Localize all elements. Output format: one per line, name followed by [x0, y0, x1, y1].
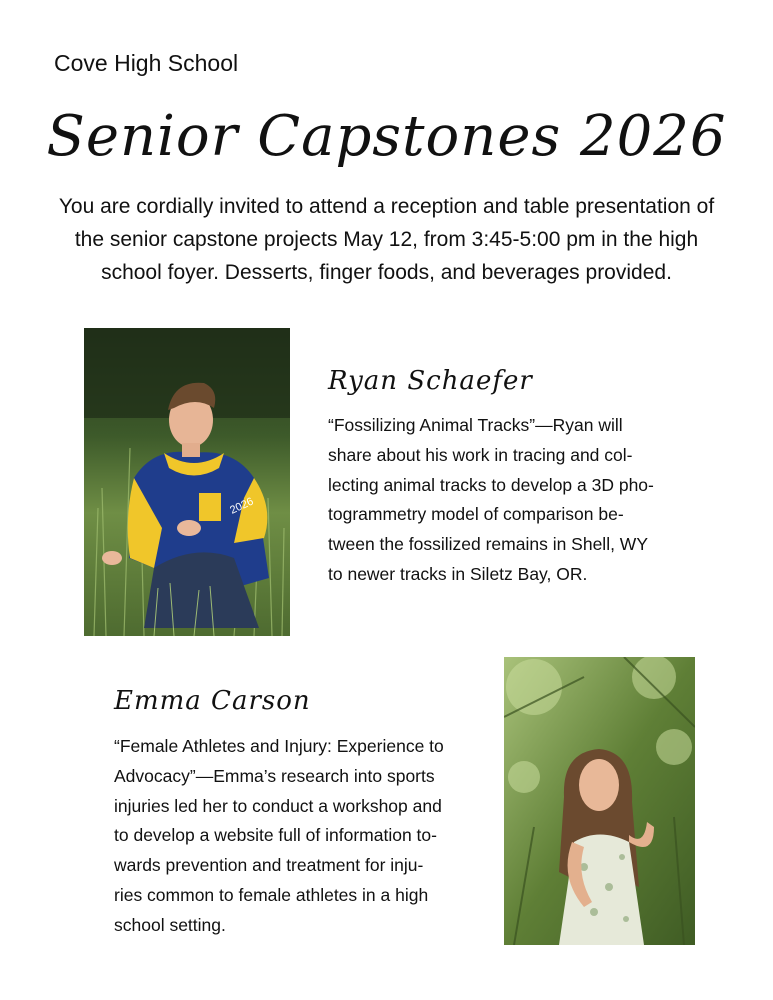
invitation-text	[40, 190, 733, 289]
description-line: injuries led her to conduct a workshop and	[114, 795, 442, 816]
description-line: share about his work in tracing and col-	[328, 444, 633, 465]
description-line: togrammetry model of comparison be-	[328, 504, 624, 525]
emma-carson-photo	[504, 657, 695, 945]
description-line: to newer tracks in Siletz Bay, OR.	[328, 563, 588, 584]
invitation-line: the senior capstone projects May 12, from 3:45-5:00 pm in the high	[74, 228, 699, 251]
description-line: “Female Athletes and Injury: Experience to	[114, 736, 444, 756]
description-line: ries common to female athletes in a high	[114, 884, 429, 905]
student-description-ryan	[328, 411, 654, 590]
svg-text:2026: 2026	[228, 495, 256, 517]
invitation-line: You are cordially invited to attend a reception and table presentation of	[58, 195, 715, 218]
student-name-emma: Emma Carson	[114, 686, 311, 716]
student-description-emma	[114, 732, 444, 941]
description-line: school setting.	[114, 914, 226, 935]
description-line: “Fossilizing Animal Tracks”—Ryan will	[328, 415, 623, 435]
description-line: wards prevention and treatment for inju-	[114, 855, 424, 876]
description-line: tween the fossilized remains in Shell, WY	[328, 534, 648, 555]
invitation-line: school foyer. Desserts, finger foods, and beverages provided.	[101, 261, 672, 284]
student-name-ryan: Ryan Schaefer	[328, 366, 533, 396]
description-line: Advocacy”—Emma’s research into sports	[114, 765, 435, 786]
description-line: to develop a website full of information to-	[114, 825, 437, 846]
page-title: Senior Capstones 2026	[46, 104, 727, 169]
ryan-schaefer-photo	[84, 328, 290, 636]
description-line: lecting animal tracks to develop a 3D pho-	[328, 474, 654, 495]
school-name: Cove High School	[54, 50, 239, 76]
